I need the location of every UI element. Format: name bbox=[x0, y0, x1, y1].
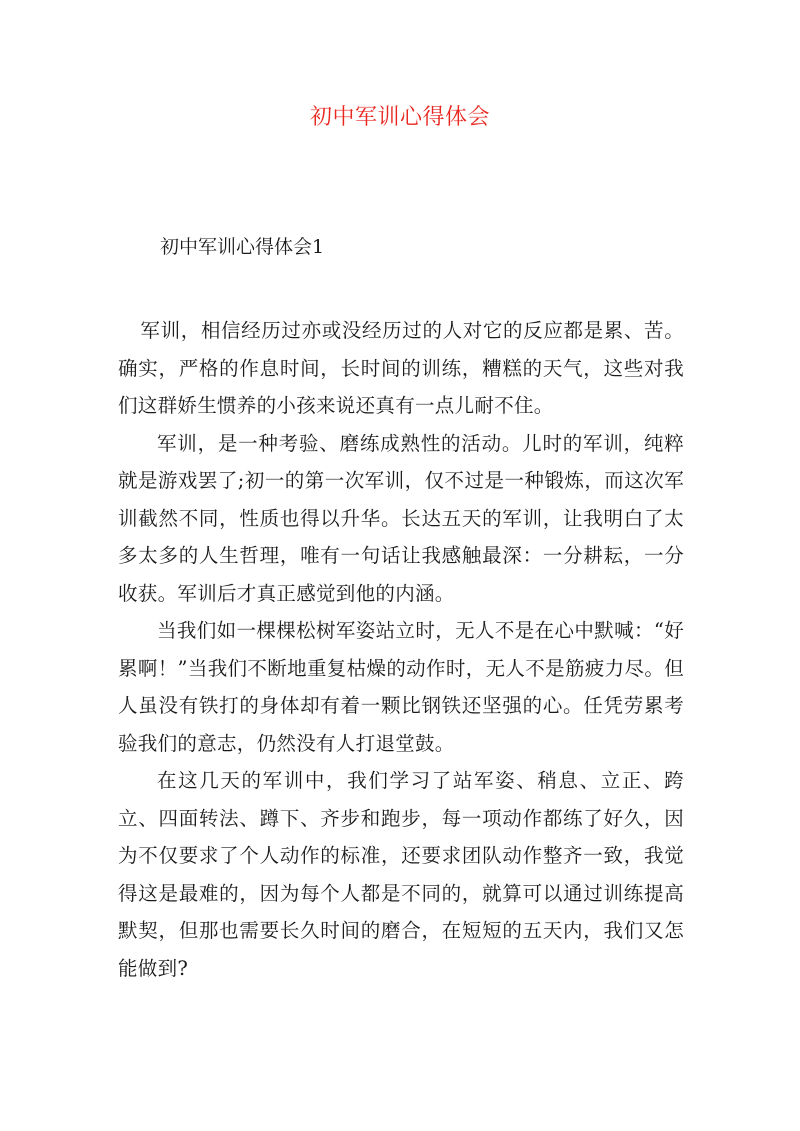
paragraph-3: 当我们如一棵棵松树军姿站立时，无人不是在心中默喊：“好累啊！”当我们不断地重复枯燥的动作时，无人不是筋疲力尽。但人虽没有铁打的身体却有着一颗比钢铁还坚强的心。任凭劳累考验我们的意志，仍然没有人打退堂鼓。 bbox=[118, 619, 684, 755]
paragraph-1: 军训，相信经历过亦或没经历过的人对它的反应都是累、苦。确实，严格的作息时间，长时间的训练，糟糕的天气，这些对我们这群娇生惯养的小孩来说还真有一点儿耐不住。 bbox=[118, 319, 684, 417]
document-title: 初中军训心得体会 bbox=[309, 105, 490, 130]
document-body bbox=[118, 312, 684, 987]
paragraph-4: 在这几天的军训中，我们学习了站军姿、稍息、立正、跨立、四面转法、蹲下、齐步和跑步，每一项动作都练了好久，因为不仅要求了个人动作的标准，还要求团队动作整齐一致，我觉得这是最难的，因为每个人都是不同的，就算可以通过训练提高默契，但那也需要长久时间的磨合，在短短的五天内，我们又怎能做到? bbox=[118, 769, 684, 980]
paragraph-2: 军训，是一种考验、磨练成熟性的活动。儿时的军训，纯粹就是游戏罢了;初一的第一次军训，仅不过是一种锻炼，而这次军训截然不同，性质也得以升华。长达五天的军训，让我明白了太多太多的人生哲理，唯有一句话让我感触最深：一分耕耘，一分收获。军训后才真正感觉到他的内涵。 bbox=[118, 431, 684, 605]
section-heading: 初中军训心得体会1 bbox=[160, 236, 325, 258]
